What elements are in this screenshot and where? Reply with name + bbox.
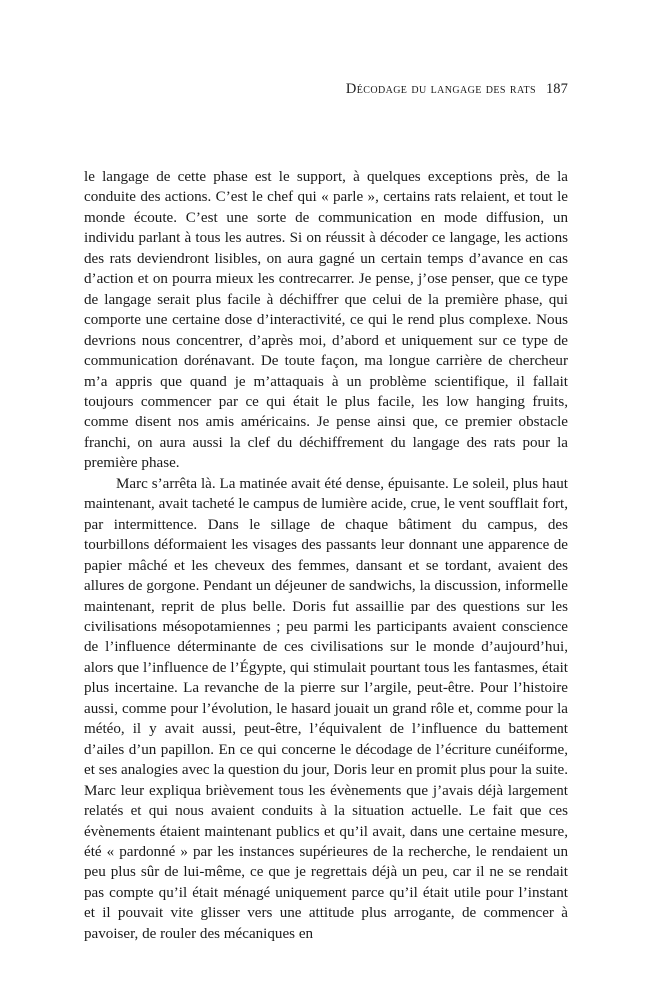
paragraph: Marc s’arrêta là. La matinée avait été dense, épuisante. Le soleil, plus haut maintenant, avait tacheté le campus de lumière acide, crue, le vent soufflait fort, par intermittence. Dans le sillage de chaque bâtiment du campus, des tourbillons déformaient les visages des passants leur donnant une apparence de papier mâché et les cheveux des femmes, dansant et se tordant, avaient des allures de gorgone. Pendant un déjeuner de sandwichs, la discussion, informelle maintenant, reprit de plus belle. Doris fut assaillie par des questions sur les civilisations mésopotamiennes ; peu parmi les participants avaient conscience de l’influence déterminante de ces civilisations sur le monde d’aujourd’hui, alors que l’influence de l’Égypte, qui stimulait pourtant tous les fantasmes, était plus incertaine. La revanche de la pierre sur l’argile, peut-être. Pour l’histoire aussi, comme pour l’évolution, le hasard jouait un grand rôle et, comme pour la météo, il y avait aussi, peut-être, l’équivalent de l’influence du battement d’ailes d’un papillon. En ce qui concerne le décodage de l’écriture cunéiforme, et ses analogies avec la question du jour, Doris leur en promit plus pour la suite. Marc leur expliqua brièvement tous les évènements que j’avais déjà largement relatés et qui nous avaient conduits à la situation actuelle. Le fait que ces évènements étaient maintenant publics et qu’il avait, dans une certaine mesure, été « pardonné » par les instances supérieures de la recherche, le rendaient un peu plus sûr de lui-même, ce que je regrettais déjà un peu, car il ne se rendait pas compte qu’il était ménagé uniquement parce qu’il était utile pour l’instant et il pouvait vite glisser vers une attitude plus arrogante, de commencer à pavoiser, de rouler des mécaniques en (84, 475, 568, 942)
body-text (84, 167, 568, 944)
running-head (84, 80, 568, 98)
page-number: 187 (545, 81, 568, 97)
paragraph-continued: le langage de cette phase est le support, à quelques exceptions près, de la conduite des actions. C’est le chef qui « parle », certains rats relaient, et tout le monde écoute. C’est une sorte de communication en mode diffusion, un individu parlant à tous les autres. Si on réussit à décoder ce langage, les actions des rats deviendront lisibles, on aura gagné un certain temps d’avance en cas d’action et on pourra mieux les contrecarrer. Je pense, j’ose penser, que ce type de langage serait plus facile à déchiffrer que celui de la première phase, qui comporte une certaine dose d’interactivité, ce qui le rend plus complexe. Nous devrions nous concentrer, d’après moi, d’abord et uniquement sur ce type de communication dorénavant. De toute façon, ma longue carrière de chercheur m’a appris que quand je m’attaquais à un problème scientifique, il fallait toujours commencer par ce qui était le plus facile, les low hanging fruits, comme disent nos amis américains. Je pense ainsi que, ce premier obstacle franchi, on aura aussi la clef du déchiffrement du langage des rats pour la première phase. (84, 169, 568, 472)
running-head-title: Décodage du langage des rats (345, 81, 536, 97)
